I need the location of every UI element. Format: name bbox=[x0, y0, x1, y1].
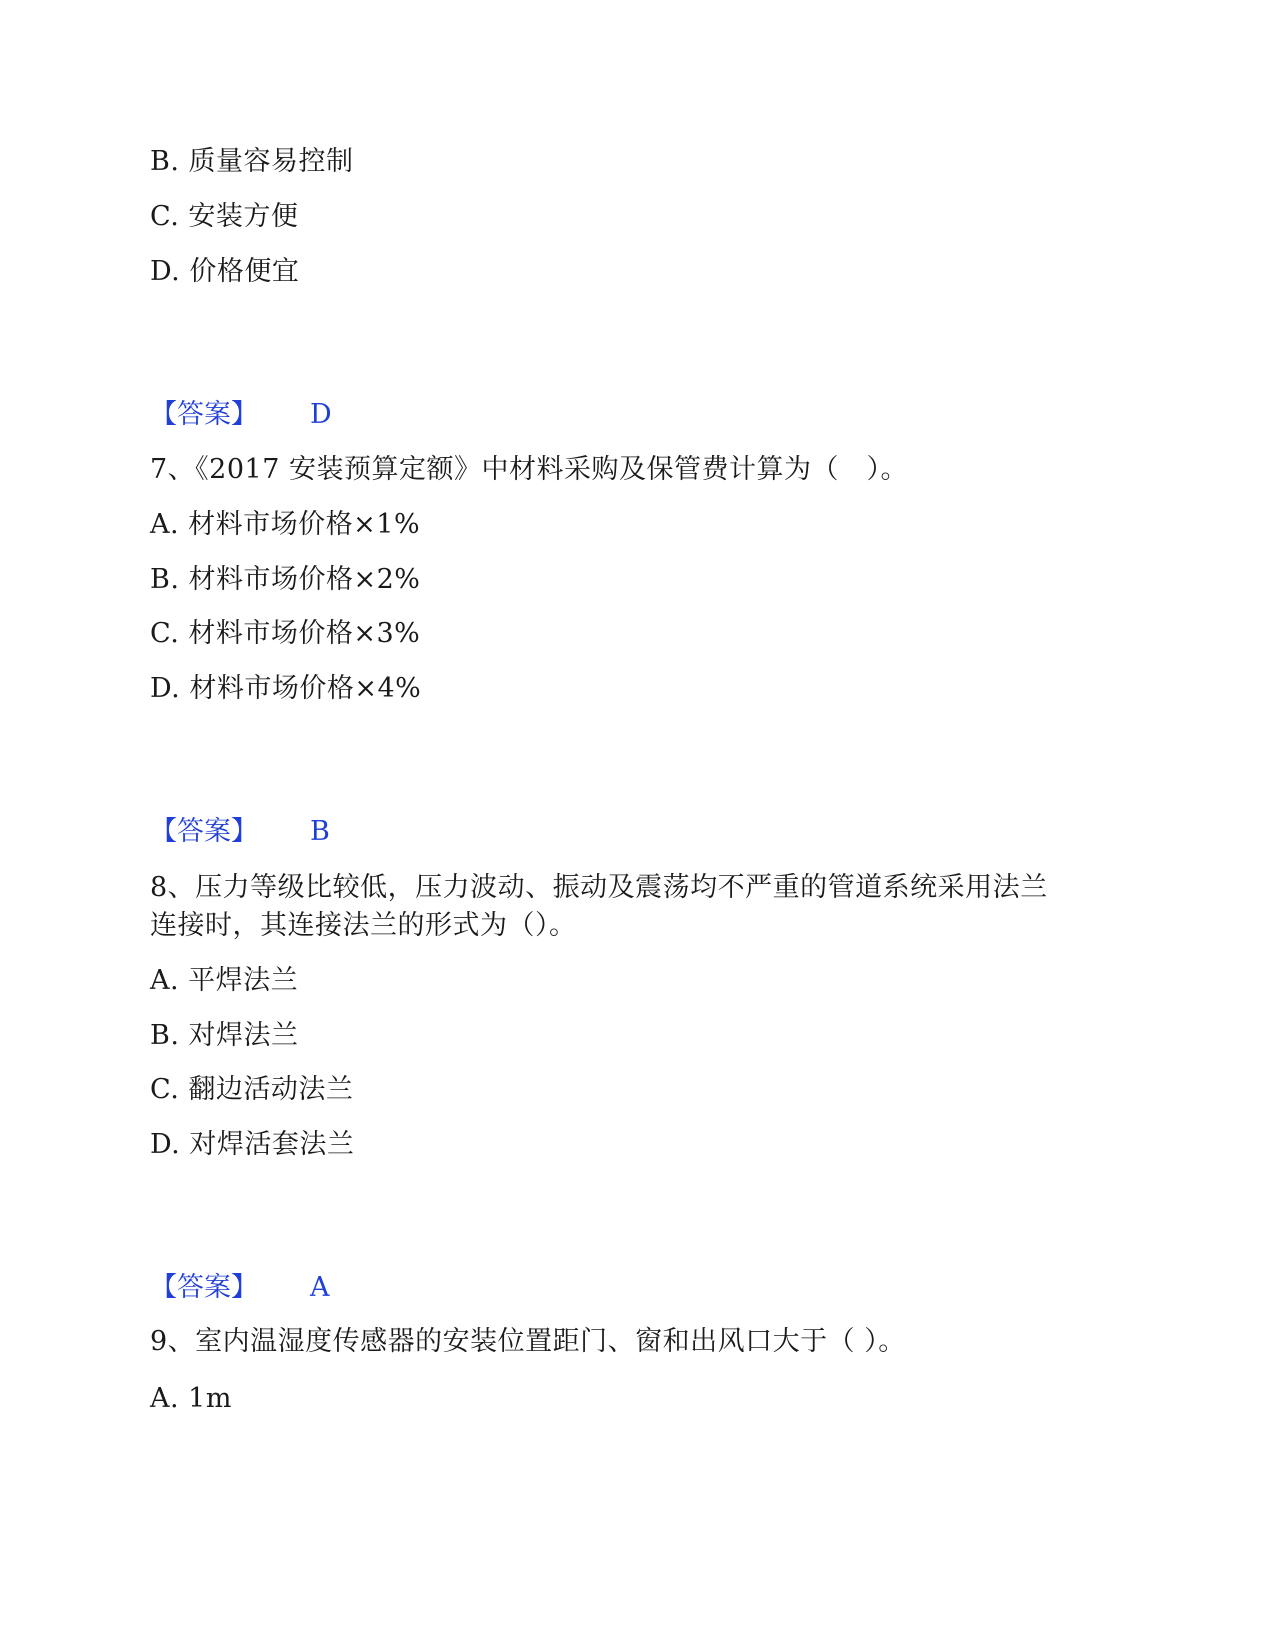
q8-answer-label: 【答案】 bbox=[150, 1272, 258, 1303]
q8-stem-line-2: 连接时，其连接法兰的形式为（）。 bbox=[150, 910, 577, 941]
q6-answer-value: D bbox=[310, 399, 332, 430]
q8-answer bbox=[150, 1268, 550, 1308]
q6-answer-label: 【答案】 bbox=[150, 399, 258, 430]
q8-answer-value: A bbox=[310, 1272, 330, 1303]
q7-option-d: D. 材料市场价格×4% bbox=[150, 673, 422, 704]
q7-answer-label: 【答案】 bbox=[150, 816, 258, 847]
q7-option-b: B. 材料市场价格×2% bbox=[150, 564, 421, 595]
q7-stem: 7、《2017 安装预算定额》中材料采购及保管费计算为（ ）。 bbox=[150, 454, 908, 485]
q8-stem-line-1: 8、压力等级比较低，压力波动、振动及震荡均不严重的管道系统采用法兰 bbox=[150, 872, 1048, 903]
q7-option-a: A. 材料市场价格×1% bbox=[150, 509, 421, 540]
q8-option-a: A. 平焊法兰 bbox=[150, 965, 299, 996]
q7-answer-value: B bbox=[310, 816, 330, 847]
q8-option-c: C. 翻边活动法兰 bbox=[150, 1074, 354, 1105]
q7-option-c: C. 材料市场价格×3% bbox=[150, 618, 421, 649]
q6-option-c: C. 安装方便 bbox=[150, 201, 299, 232]
q6-option-b: B. 质量容易控制 bbox=[150, 146, 354, 177]
q8-option-d: D. 对焊活套法兰 bbox=[150, 1129, 355, 1160]
q9-stem: 9、室内温湿度传感器的安装位置距门、窗和出风口大于（ ）。 bbox=[150, 1326, 906, 1357]
q7-answer bbox=[150, 812, 550, 852]
q6-option-d: D. 价格便宜 bbox=[150, 256, 300, 287]
q6-answer bbox=[150, 395, 550, 435]
q8-option-b: B. 对焊法兰 bbox=[150, 1020, 299, 1051]
q9-option-a: A. 1m bbox=[150, 1383, 232, 1414]
